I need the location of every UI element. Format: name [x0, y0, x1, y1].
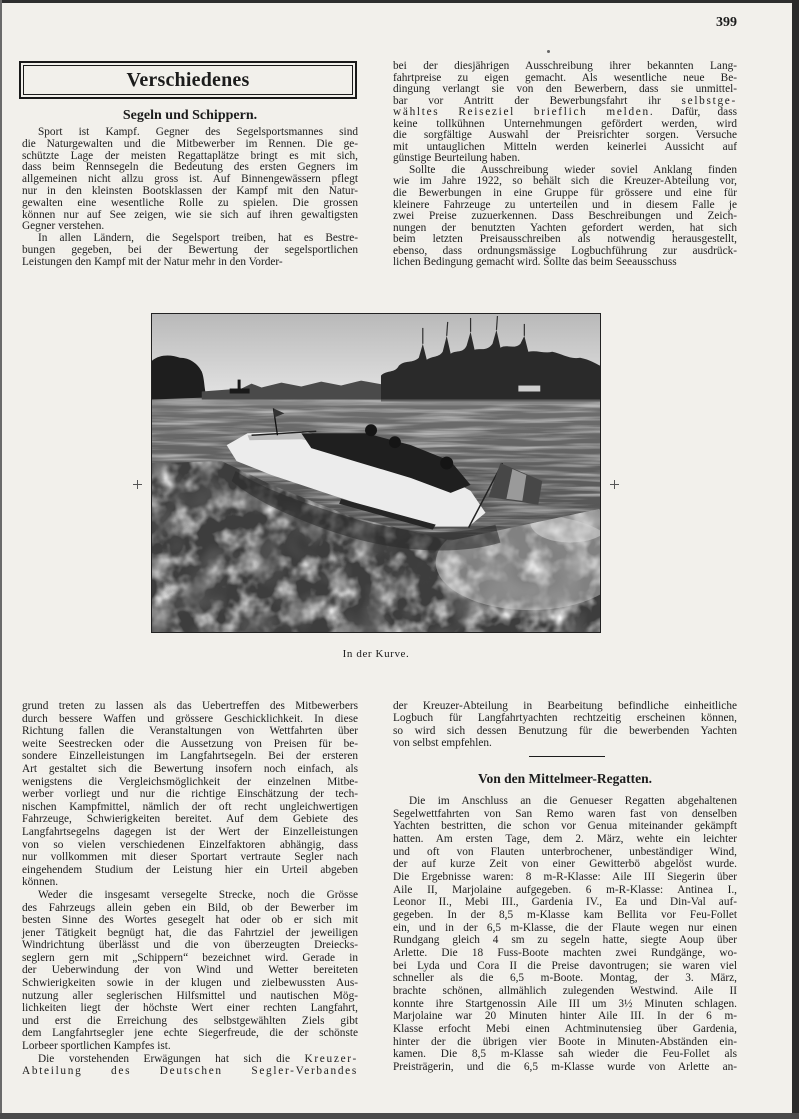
text-line: sondere Einzelleistungen im Langfahrtsegeln. Bei der ersteren — [22, 750, 358, 763]
text-line: Marjolaine war 20 Minuten hinter Aile III. In der 6 m- — [393, 1010, 737, 1023]
text-line: lichkeiten liegt der höchste Wert einer rechten Langfahrt, — [22, 1002, 358, 1015]
text-line: Die Ergebnisse waren: 8 m-R-Klasse: Aile III Siegerin über — [393, 871, 737, 884]
paragraph — [22, 700, 358, 889]
text-line: die Naturgewalten und die Mitbewerber im Rennen. Die ge- — [22, 137, 358, 150]
text-line: Weder die insgesamt versegelte Strecke, noch die Grösse — [38, 888, 358, 901]
text-line: die Bewerbungen in eine Gruppe für grössere und eine für — [393, 187, 737, 200]
paragraph — [393, 61, 737, 165]
paragraph — [22, 1053, 358, 1078]
text-line — [22, 1065, 358, 1078]
text-line: von so vielen verschiedenen Einzelfaktoren abhängig, dass — [22, 838, 358, 851]
text-line: Sport ist Kampf. Gegner des Segelsportsmannes sind — [38, 126, 358, 138]
text-line: können nur auf See zeigen, wie sie sich auf ihren gewaltigsten — [22, 208, 358, 221]
paragraph — [393, 700, 737, 749]
section-title: Verschiedenes — [126, 69, 250, 91]
emphasized-text: wähltes Reiseziel brieflich melden. — [393, 106, 655, 119]
article-title: Segeln und Schippern. — [122, 108, 258, 123]
text-line: Klasse erfocht Mebi einen Achtminutensieg über Gardenia, — [393, 1023, 737, 1036]
text-line: Richtung fallen die Veranstaltungen von Wettfahrten über — [22, 725, 358, 738]
text-line: Logbuch für Langfahrtyachten rechtzeitig erscheinen können, — [393, 712, 737, 725]
text-line: mit untauglichen Mitteln werden keinerlei Aussicht auf — [393, 140, 737, 153]
section-title-box — [19, 61, 357, 99]
text-line: seglern gern mit „Schippern“ bezeichnet wird. Gerade in — [22, 951, 358, 964]
text-line: nutzung aller seglerischen Hilfsmittel und nautischen Mög- — [22, 989, 358, 1002]
text-span: bar vor Antritt der Bewerbungsfahrt ihr — [393, 94, 682, 107]
text-line: und oft von Flauten unterbrochener, unbeständiger Wind, — [393, 845, 737, 858]
text-line: besten Sinne des Wortes gesegelt hat oder ob er sich mit — [22, 914, 358, 927]
text-line: der auf kurze Zeit von einer Gewitterbö abgelöst wurde. — [393, 858, 737, 871]
sky-and-shore — [152, 314, 600, 405]
text-line: kamen. Die 8,5 m-Klasse sah wieder die Feu-Follet als — [393, 1048, 737, 1061]
text-line: ebenso, dass ordnungsmässige Logbuchführung zur ausdrück- — [393, 244, 737, 257]
text-line: hinter der die übrigen vier Boote in Minuten-Abständen ein- — [393, 1035, 737, 1048]
text-line: In allen Ländern, die Segelsport treiben, hat es Bestre- — [38, 232, 358, 245]
text-line: wenigstens die Vergleichsmöglichkeit der einzelnen Mitbe- — [22, 775, 358, 788]
text-line: weite Seestrecken oder die Aussetzung von Preisen für be- — [22, 737, 358, 750]
text-line: beim letzten Preisausschreiben als notwendig herausgestellt, — [393, 233, 737, 246]
paragraph — [393, 795, 737, 1074]
column-right-bottom — [393, 700, 737, 749]
passenger — [365, 424, 377, 436]
text-line: allgemeinen nicht allzu gross ist. Auf Binnengewässern pflegt — [22, 173, 358, 186]
text-line: Preisträgerin, und die 6,5 m-Klasse wurde von Arlette an- — [393, 1061, 737, 1074]
text-line: Langfahrtsegelns dagegen ist der Wert der Einzelleistungen — [22, 825, 358, 838]
text-line: konnte ihre Startgenossin Aile III um 3½ Minuten schlagen. — [393, 997, 737, 1010]
text-line: Leistungen den Kampf mit der Natur mehr in den Vorder- — [22, 255, 283, 268]
photo-motorboat — [151, 313, 601, 633]
article-divider — [529, 756, 605, 757]
text-line: der Ueberwindung der von Wind und Wetter bereiteten — [22, 964, 358, 977]
text-line: Windrichtung überlässt und die von überzeugten Dreiecks- — [22, 939, 358, 952]
column-left-top — [22, 127, 358, 269]
registration-mark-left — [133, 480, 142, 489]
text-line: lichen Bedingung gemacht wird. Sollte das beim Seeausschuss — [393, 256, 677, 269]
text-line: Yachten bestritten, die schon vor Genua miteinander gekämpft — [393, 820, 737, 833]
text-line: günstige Beurteilung haben. — [393, 152, 521, 165]
paragraph — [22, 233, 358, 268]
column-right-top — [393, 61, 737, 269]
text-line: bei der diesjährigen Ausschreibung ihrer bekannten Lang- — [393, 60, 737, 72]
text-line: schneller als die 6,5 m-Boote. Montag, der 3. März, — [393, 972, 737, 985]
scan-edge-left — [0, 0, 2, 1119]
text-line: nungen der benutzten Yachten gefordert werden, hat sich — [393, 221, 737, 234]
text-line: Lorbeer sportlichen Kampfes ist. — [22, 1040, 171, 1053]
emphasized-text: Abteilung des Deutschen Segler-Verbandes — [22, 1065, 358, 1078]
text-line: und erst die Erreichung des selbstgewählten Ziels gibt — [22, 1014, 358, 1027]
text-line: fahrtpreise zu eigen gemacht. Als wesentliche neue Be- — [393, 71, 737, 84]
text-line: keine tollkühnen Unternehmungen gefördert werden, wird — [393, 117, 737, 130]
text-line: können. — [22, 876, 59, 889]
text-line: dingung verlangt sie von den Bewerbern, dass sie unmittel- — [393, 83, 737, 96]
passenger — [440, 457, 453, 470]
text-line: Sollte die Ausschreibung wieder soviel Anklang finden — [409, 163, 737, 176]
scan-edge-top — [0, 0, 799, 3]
text-span: Die vorstehenden Erwägungen hat sich die — [38, 1052, 305, 1065]
text-line: schützte Lage der meisten Regattaplätze bringt es mit sich, — [22, 149, 358, 162]
scan-edge-right — [792, 0, 799, 1119]
text-line — [22, 1053, 358, 1066]
text-line — [393, 107, 737, 119]
photo-image — [152, 314, 600, 632]
text-line: Fahrzeuge, Schwierigkeiten bereitet. Auf dem Gebiete des — [22, 813, 358, 826]
text-line: Schwierigkeiten sowie in der klugen und zielbewussten Aus- — [22, 977, 358, 990]
text-line: dem Langfahrtsegler jene echte Siegerfreude, die der schönste — [22, 1027, 358, 1040]
text-line: Arlette. Die 18 Fuss-Boote machten zwei Rundgänge, wo- — [393, 947, 737, 960]
text-line: jener Tätigkeit begnügt hat, die das Fahrtziel der jeweiligen — [22, 926, 358, 939]
text-line: gegeben. In der 8,5 m-Klasse kam Bellita vor Feu-Follet — [393, 909, 737, 922]
text-line: bungen gegeben, bei der Bewertung der segelsportlichen — [22, 243, 358, 256]
text-line: dass beim Rennsegeln die Bedeutung des ersten Gegners im — [22, 161, 358, 174]
text-line: Gegner verstehen. — [22, 220, 105, 233]
text-line: eingehendem Studium der Leistung hier ein Urteil abgeben — [22, 863, 358, 876]
text-span: Dafür, dass — [654, 106, 737, 119]
text-line: Aile II, Marjolaine aufgegeben. 6 m-R-Klasse: Antinea I., — [393, 883, 737, 896]
text-line: nischen Kampfmittel, nämlich der oft recht ungleichwertigen — [22, 800, 358, 813]
text-line: hatten. Am ersten Tage, dem 2. März, wehte ein leichter — [393, 833, 737, 846]
text-line: wie im Jahre 1922, so behält sich die Kreuzer-Abteilung vor, — [393, 175, 737, 188]
text-line: Art gestaltet sich die Bewertung insofern noch einfach, als — [22, 762, 358, 775]
emphasized-text: Kreuzer- — [304, 1052, 358, 1065]
text-line: durch bessere Waffen und grössere Geschicklichkeit. In diese — [22, 712, 358, 725]
text-line: Leonor II., Mebi III., Gardenia IV., Ea und Din-Val auf- — [393, 896, 737, 909]
paragraph — [393, 165, 737, 269]
text-line: nur vollkommen mit dieser Sportart vertraute Segler nach — [22, 851, 358, 864]
photo-caption: In der Kurve. — [342, 648, 410, 660]
text-line: brachte schönen, allmählich zulegenden Westwind. Aile II — [393, 985, 737, 998]
text-line: bei Lyda und Cora II die Preise davontrugen; sie waren viel — [393, 959, 737, 972]
text-line: Rundgang gleich 4 sm zu segeln hatte, siegte Aoup über — [393, 934, 737, 947]
text-line: zwei Preise zuzuerkennen. Dass Beschreibungen und Zeich- — [393, 210, 737, 223]
text-line: von selbst empfehlen. — [393, 736, 492, 749]
text-line: kleinere Fahrzeuge zu unterteilen und in diesem Falle je — [393, 198, 737, 211]
article-title: Von den Mittelmeer-Regatten. — [477, 771, 653, 786]
page-number: 399 — [716, 15, 737, 30]
text-line: grund treten zu lassen als das Uebertreffen des Mitbewerbers — [22, 700, 358, 712]
passenger — [389, 436, 401, 448]
text-line: die sorgfältige Auswahl der Preisrichter sorgen. Versuche — [393, 129, 737, 142]
text-line: Die im Anschluss an die Genueser Regatten abgehaltenen — [409, 795, 737, 807]
text-line: der Kreuzer-Abteilung in Bearbeitung befindliche einheitliche — [393, 700, 737, 712]
text-line: gewalten eine wesentliche Rolle zu spielen. Die grossen — [22, 196, 358, 209]
text-line: Segelwettfahrten von San Remo waren fast von denselben — [393, 807, 737, 820]
registration-mark-right — [610, 480, 619, 489]
text-line: ein, und in der 6,5 m-Klasse, die der Flaute wegen nur einen — [393, 921, 737, 934]
column-left-bottom — [22, 700, 358, 1078]
paragraph — [22, 889, 358, 1053]
registration-dot — [547, 50, 550, 53]
emphasized-text: selbstge- — [681, 94, 737, 107]
scan-edge-bottom — [0, 1113, 799, 1119]
text-line: nur in den kleinsten Bootsklassen der Kampf mit den Natur- — [22, 184, 358, 197]
paragraph — [22, 127, 358, 233]
article-2-column — [393, 795, 737, 1074]
text-line: so wird sich dessen Benutzung für die bewerbenden Yachten — [393, 724, 737, 737]
text-line: des Fahrzeugs allein geben ein Bild, ob der Bewerber im — [22, 901, 358, 914]
text-line: werber vorliegt und nur die richtige Einschätzung der tech- — [22, 788, 358, 801]
